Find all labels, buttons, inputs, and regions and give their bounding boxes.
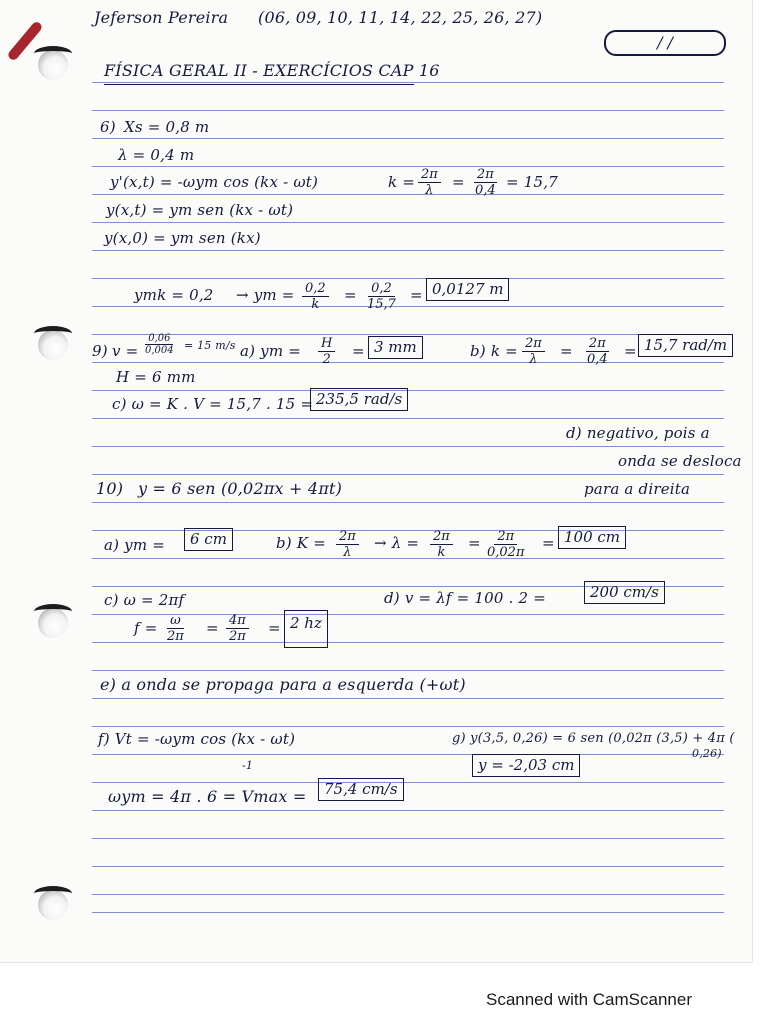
p6-frac2-num: 0,2	[368, 282, 395, 297]
p10-c-den2: 2π	[229, 629, 246, 645]
p10-b-fraction-3	[484, 530, 528, 561]
p6-line-ym: → ym =	[236, 286, 295, 304]
ruled-line	[92, 306, 724, 307]
p10-d-label: d) v = λf = 100 . 2 =	[384, 589, 546, 607]
p6-fraction-2	[364, 282, 399, 313]
ruled-line	[92, 912, 724, 913]
p6-frac1-num: 0,2	[302, 282, 329, 297]
binder-hole-1	[38, 50, 68, 80]
p6-line-derivative: y'(x,t) = -ωym cos (kx - ωt)	[110, 173, 319, 191]
p9-v-fraction	[142, 333, 177, 357]
ruled-line	[92, 558, 724, 559]
p10-e: e) a onda se propaga para a esquerda (+ωt)	[100, 675, 466, 694]
p9-b-fraction-1	[522, 337, 545, 368]
p9-a-den: 2	[322, 352, 331, 368]
p6-line-ymk: ymk = 0,2	[134, 286, 214, 304]
p9-label: 9)	[92, 342, 108, 360]
p10-b-fraction-1	[336, 530, 359, 561]
ruled-line	[92, 670, 724, 671]
ruled-line	[92, 110, 724, 111]
p9-a-fraction	[318, 337, 335, 368]
binder-hole-2	[38, 330, 68, 360]
p10-b-eq-2: =	[542, 534, 555, 552]
ruled-line	[92, 334, 724, 335]
p9-b-fraction-2	[584, 337, 611, 368]
p10-a-label: a) ym =	[104, 536, 165, 554]
p10-b-num3: 2π	[494, 530, 517, 545]
p10-f-label: f) Vt = -ωym cos (kx - ωt)	[98, 730, 296, 748]
p9-b-den2: 0,4	[587, 352, 608, 368]
p10-b-eq: =	[468, 534, 481, 552]
p6-eq-2: =	[410, 286, 423, 304]
p9-b-den1: λ	[529, 352, 538, 368]
p10-b-den1: λ	[343, 545, 352, 561]
p6-eq: =	[344, 286, 357, 304]
p10-c-fraction-1	[164, 614, 187, 645]
p6-k-lhs: k =	[388, 173, 416, 191]
p10-f-minus-one: -1	[242, 759, 254, 772]
p10-c-answer-box: 2 hz	[284, 610, 328, 648]
p6-line-wave: y(x,t) = ym sen (kx - ωt)	[106, 201, 294, 219]
p6-k-fraction-1	[418, 168, 441, 199]
ruled-line	[92, 474, 724, 475]
ruled-line	[92, 278, 724, 279]
ruled-line	[92, 418, 724, 419]
p9-c-answer-box: 235,5 rad/s	[310, 388, 408, 411]
p9-d-line-3: para a direita	[584, 480, 691, 498]
ruled-line	[92, 446, 724, 447]
student-name: Jeferson Pereira	[94, 8, 229, 27]
p6-k-fraction-2	[472, 168, 499, 199]
p9-v-den: 0,004	[145, 345, 174, 356]
p10-g-tail: 0,26)	[692, 747, 722, 760]
ruled-line	[92, 502, 724, 503]
p9-b-eq: =	[560, 342, 573, 360]
p9-h: H = 6 mm	[116, 368, 196, 386]
ruled-line	[92, 698, 724, 699]
p10-c-f: f =	[134, 619, 158, 637]
p9-v-result: = 15 m/s	[184, 339, 236, 352]
p10-b-label: b) K =	[276, 534, 326, 552]
p9-b-eq-2: =	[624, 342, 637, 360]
p6-k-result: = 15,7	[506, 173, 558, 191]
p10-b-den3: 0,02π	[487, 545, 525, 561]
ruled-line	[92, 194, 724, 195]
p9-v-lhs: v =	[112, 342, 139, 360]
ruled-line	[92, 222, 724, 223]
p10-c-den1: 2π	[167, 629, 184, 645]
problem-list: (06, 09, 10, 11, 14, 22, 25, 26, 27)	[258, 8, 543, 27]
p9-a-answer-box: 3 mm	[368, 336, 423, 359]
p9-a-num: H	[318, 337, 335, 352]
p9-v-num: 0,06	[145, 333, 173, 345]
ruled-line	[92, 754, 724, 755]
p10-b-den2: k	[437, 545, 446, 561]
p6-label: 6)	[100, 118, 116, 136]
p6-line-xs: Xs = 0,8 m	[124, 118, 210, 136]
p9-b-num2: 2π	[586, 337, 609, 352]
title-underline	[104, 84, 414, 85]
p10-b-num2: 2π	[430, 530, 453, 545]
p6-answer-box: 0,0127 m	[426, 278, 509, 301]
p10-c-num1: ω	[167, 614, 184, 629]
p9-b-num1: 2π	[522, 337, 545, 352]
ruled-line	[92, 82, 724, 83]
p10-equation: y = 6 sen (0,02πx + 4πt)	[138, 479, 343, 498]
ruled-line	[92, 810, 724, 811]
p6-frac2-den: 15,7	[367, 297, 396, 313]
p10-c-num2: 4π	[226, 614, 249, 629]
ruled-line	[92, 726, 724, 727]
p9-a-eq: =	[352, 342, 365, 360]
p10-g-answer-box: y = -2,03 cm	[472, 754, 580, 777]
p6-frac1-den: k	[311, 297, 320, 313]
p9-d-line-2: onda se desloca	[618, 452, 742, 470]
ruled-line	[92, 866, 724, 867]
p6-line-lambda: λ = 0,4 m	[118, 146, 195, 164]
p9-b-answer-box: 15,7 rad/m	[638, 334, 733, 357]
p10-f-equation: ωym = 4π . 6 = Vmax =	[108, 787, 307, 806]
p6-line-wave-t0: y(x,0) = ym sen (kx)	[104, 229, 261, 247]
ruled-line	[92, 166, 724, 167]
ruled-line	[92, 894, 724, 895]
p10-label: 10)	[96, 479, 124, 498]
page-title: FÍSICA GERAL II - EXERCÍCIOS CAP 16	[104, 61, 440, 80]
p10-b-answer-box: 100 cm	[558, 526, 626, 549]
binder-hole-3	[38, 608, 68, 638]
p6-k-frac2-den: 0,4	[475, 183, 496, 199]
p10-f-answer-box: 75,4 cm/s	[318, 778, 404, 801]
p9-d-line-1: d) negativo, pois a	[566, 424, 710, 442]
p10-c-label: c) ω = 2πf	[104, 591, 185, 609]
p10-a-answer-box: 6 cm	[184, 528, 233, 551]
p10-b-fraction-2	[430, 530, 453, 561]
p10-b-num1: 2π	[336, 530, 359, 545]
p10-c-fraction-2	[226, 614, 249, 645]
p6-k-eq: =	[452, 173, 465, 191]
p6-k-frac1-num: 2π	[418, 168, 441, 183]
ruled-line	[92, 838, 724, 839]
p10-g-label: g) y(3,5, 0,26) = 6 sen (0,02π (3,5) + 4π (	[452, 731, 735, 746]
ruled-line	[92, 250, 724, 251]
p9-c-label: c) ω = K . V = 15,7 . 15 =	[112, 395, 314, 413]
ruled-line	[92, 138, 724, 139]
p6-k-frac2-num: 2π	[474, 168, 497, 183]
ruled-line	[92, 782, 724, 783]
p10-c-eq: =	[206, 619, 219, 637]
p9-a-label: a) ym =	[240, 342, 301, 360]
p9-b-label: b) k =	[470, 342, 518, 360]
p6-k-frac1-den: λ	[425, 183, 434, 199]
page-number-box: / /	[604, 30, 726, 56]
binder-hole-4	[38, 890, 68, 920]
p10-d-answer-box: 200 cm/s	[584, 581, 665, 604]
ruled-line	[92, 362, 724, 363]
p6-fraction-1	[302, 282, 329, 313]
p10-b-arrow: → λ =	[374, 534, 420, 552]
scanner-watermark: Scanned with CamScanner	[485, 990, 692, 1009]
p10-c-eq-2: =	[268, 619, 281, 637]
